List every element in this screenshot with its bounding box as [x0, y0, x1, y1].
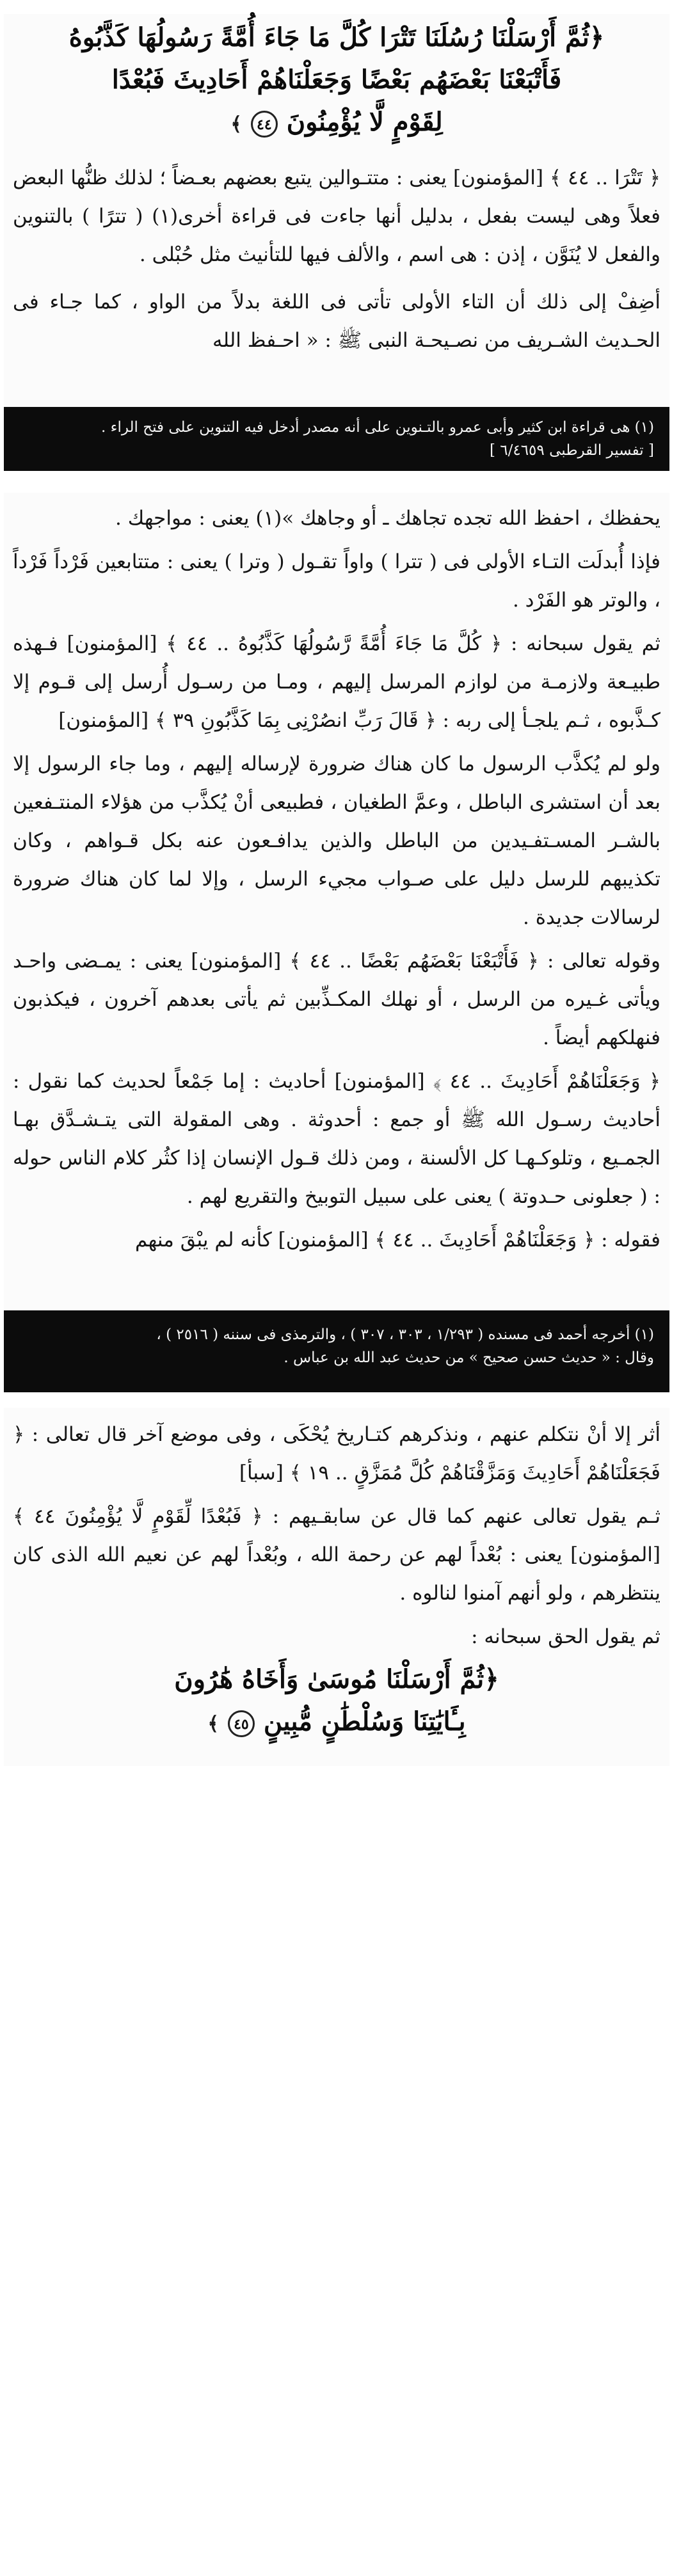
footnote-line: (١) هى قراءة ابن كثير وأبى عمرو بالتـنوين على أنه مصدر أدخل فيه التنوين على فتح الراء . — [101, 419, 654, 436]
paragraph: فقوله : ﴿ وَجَعَلْنَاهُمْ أَحَادِيثَ .. ٤٤ ﴾ [المؤمنون] كأنه لم يبْقَ منهم — [134, 1228, 660, 1252]
verse-line: بِـَٔايَٰتِنَا وَسُلْطَٰنٍ مُّبِينٍ — [263, 1706, 466, 1737]
page-1 — [4, 14, 669, 411]
footnote-line: (١) أخرجه أحمد فى مسنده ( ١/٢٩٣ ، ٣٠٣ ، ٣٠٧ ) ، والترمذى فى سننه ( ٢٥١٦ ) ، — [156, 1326, 654, 1343]
paragraph: ﴿ وَجَعَلْنَاهُمْ أَحَادِيثَ .. ٤٤ ﴾ [المؤمنون] أحاديث : إما جَمْعاً لحديث كما نقول : أحاديث رسـول الله ﷺ أو جمع : أحدوثة . وهى المقولة التى يتـشـدَّق بهـا الجمـيع ، وتلوكـهـا كل الألسنة ، ومن ذلك قـول الإنسان إذا كثُر كلام الناس حوله : ( جعلونى حـدوتة ) يعنى على سبيل التوبيخ والتقريع لهم . — [13, 1070, 661, 1208]
footnote-line: [ تفسير القرطبى ٦/٤٦٥٩ ] — [489, 442, 654, 459]
closing-verse — [4, 1658, 669, 1745]
paragraph: يحفظك ، احفظ الله تجده تجاهك ـ أو وجاهك »(١) يعنى : مواجهك . — [115, 507, 660, 530]
verse-line-group — [4, 101, 669, 146]
verse-number-badge: ٤٥ — [228, 1710, 255, 1737]
footnote-band — [4, 407, 669, 471]
paragraph: أثر إلا أنْ نتكلم عنهم ، ونذكرهم كتـاريخ يُحْكَى ، وفى موضع آخر قال تعالى : ﴿ فَجَعَلْنَاهُمْ أَحَادِيثَ وَمَزَّقْنَاهُمْ كُلَّ مُمَزَّقٍ .. ١٩ ﴾ [سبأ] — [13, 1423, 660, 1484]
page-2 — [4, 493, 669, 1318]
ornament-icon: ﴾ — [207, 1713, 219, 1735]
paragraph: أضِفْ إلى ذلك أن التاء الأولى تأتى فى اللغة بدلاً من الواو ، كما جـاء فى الحـديث الشـريف من نصـيحـة النبى ﷺ : « احـفظ الله — [13, 290, 660, 352]
paragraph: ثـم يقول تعالى عنهم كما قال عن سابقـيهم : ﴿ فَبُعْدًا لِّقَوْمٍ لَّا يُؤْمِنُونَ ٤٤ ﴾ [المؤمنون] يعنى : بُعْداً لهم عن رحمة الله ، وبُعْداً لهم عن نعيم الله الذى كان ينتظرهم ، ولو أنهم آمنوا لنالوه . — [13, 1505, 660, 1605]
verse-number-badge: ٤٤ — [251, 111, 278, 138]
page-3 — [4, 1408, 669, 1766]
ornament-icon: ﴾ — [230, 113, 242, 136]
opening-verse — [4, 14, 669, 146]
paragraph: ﴿ تَتْرَا .. ٤٤ ﴾ [المؤمنون] يعنى : متتـوالين يتبع بعضهم بعـضاً ؛ لذلك ظنُّها البعض فعلاً وهى ليست بفعل ، بدليل أنها جاءت فى قراءة أخرى(١) ( تترًا ) بالتنوين والفعل لا يُنَوَّن ، إذن : هى اسم ، والألف فيها للتأنيث مثل حُبْلى . — [13, 166, 660, 266]
verse-line: لِقَوْمٍ لَّا يُؤْمِنُونَ — [286, 107, 443, 137]
paragraph: فإذا أُبدلَت التـاء الأولى فى ( تترا ) واواً تقـول ( وترا ) يعنى : متتابعين فَرْداً فَرْداً ، والوتر هو الفَرْد . — [13, 550, 660, 612]
verse-line: ﴿ثُمَّ أَرْسَلْنَا رُسُلَنَا تَتْرَا كُلَّ مَا جَاءَ أُمَّةً رَسُولُهَا كَذَّبُوهُ — [68, 22, 605, 52]
verse-line: فَأَتْبَعْنَا بَعْضَهُم بَعْضًا وَجَعَلْنَاهُمْ أَحَادِيثَ فَبُعْدًا — [111, 65, 562, 95]
footnote-band — [4, 1310, 669, 1392]
paragraph: ثم يقول الحق سبحانه : — [471, 1625, 660, 1648]
paragraph: وقوله تعالى : ﴿ فَأَتْبَعْنَا بَعْضَهُم بَعْضًا .. ٤٤ ﴾ [المؤمنون] يعنى : يمـضى واحـد ويأتى غـيره من الرسل ، أو نهلك المكـذِّبين ثم يأتى بعدهم آخرون ، فيكذبون فنهلكهم أيضاً . — [13, 950, 660, 1049]
paragraph: ولو لم يُكذَّب الرسول ما كان هناك ضرورة لإرساله إليهم ، وما جاء الرسول إلا بعد أن استشرى الباطل ، وعمَّ الطغيان ، فطبيعى أنْ يُكذَّب من هؤلاء المنتـفعين بالشـر المسـتفـيدين من الباطل والذين يدافـعون عنه بكل قـواهم ، وكان تكذيبهم للرسل دليل على صـواب مجيء الرسل ، وإلا لما كان هناك ضرورة لرسالات جديدة . — [13, 752, 660, 929]
footnote-line: وقال : « حديث حسن صحيح » من حديث عبد الله بن عباس . — [284, 1349, 654, 1366]
verse-line: ﴿ثُمَّ أَرْسَلْنَا مُوسَىٰ وَأَخَاهُ هَٰرُونَ — [174, 1664, 499, 1694]
paragraph: ثم يقول سبحانه : ﴿ كُلَّ مَا جَاءَ أُمَّةً رَّسُولُهَا كَذَّبُوهُ .. ٤٤ ﴾ [المؤمنون] فـهذه طبيـعة ولازمـة من لوازم المرسل إليهم ، ومـا من رسـول أُرسل إلى قـوم إلا كـذَّبوه ، ثـم يلجـأ إلى ربه : ﴿ قَالَ رَبِّ انصُرْنِى بِمَا كَذَّبُونِ ٣٩ ﴾ [المؤمنون] — [13, 632, 660, 732]
verse-line-group — [4, 1701, 669, 1745]
